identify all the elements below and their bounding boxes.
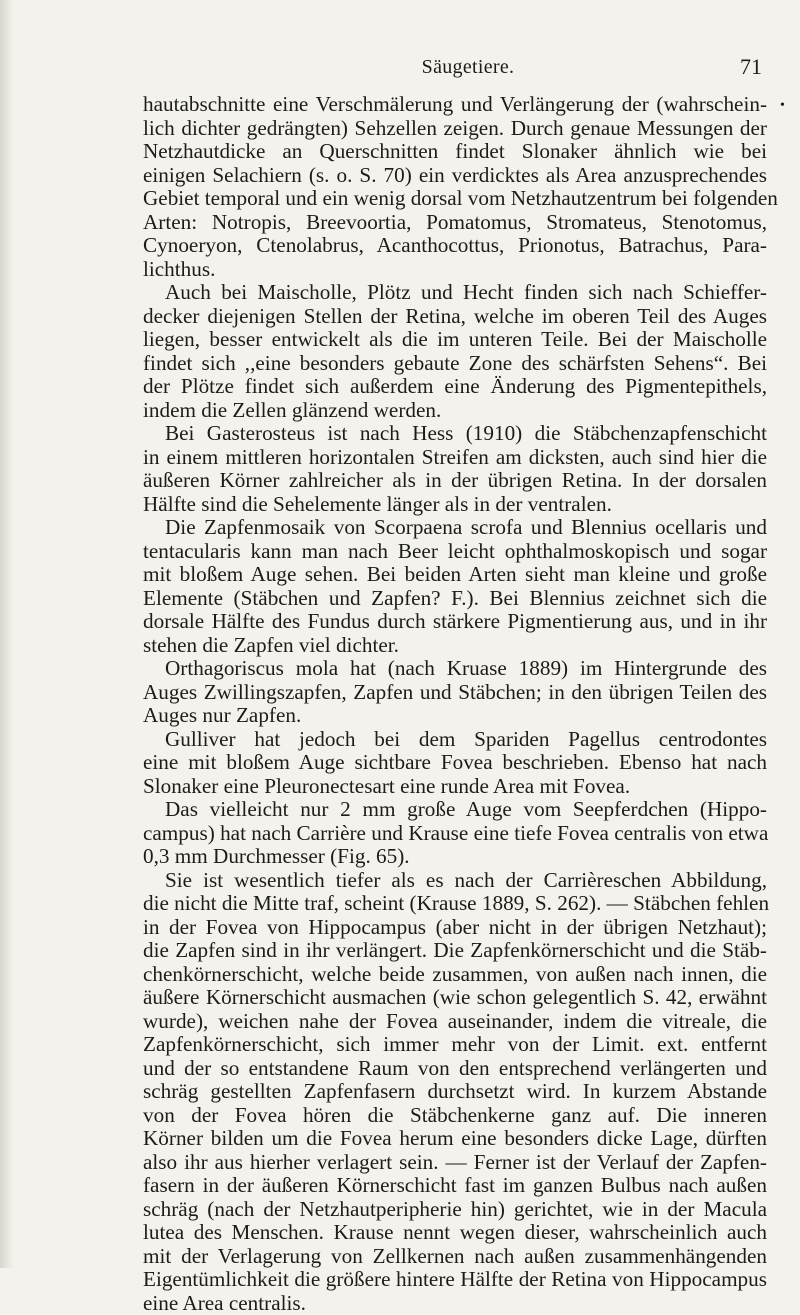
text-line: Die Zapfenmosaik von Scorpaena scrofa und Blennius ocellaris und — [143, 516, 767, 540]
page-edge-shadow — [0, 0, 14, 1268]
text-line: und der so entstandene Raum von den entsprechend verlängerten und — [143, 1057, 767, 1081]
text-line: Slonaker eine Pleuronectesart eine runde Area mit Fovea. — [143, 775, 767, 799]
text-line: Gebiet temporal und ein wenig dorsal vom Netzhautzentrum bei folgenden — [143, 187, 767, 211]
text-line: Bei Gasterosteus ist nach Hess (1910) die Stäbchenzapfenschicht — [143, 422, 767, 446]
text-line: tentacularis kann man nach Beer leicht ophthalmoskopisch und sogar — [143, 540, 767, 564]
page-header — [148, 56, 788, 78]
text-line: Arten: Notropis, Breevoortia, Pomatomus, Stromateus, Stenotomus, — [143, 211, 767, 235]
text-line: fasern in der äußeren Körnerschicht fast im ganzen Bulbus nach außen — [143, 1174, 767, 1198]
text-line: also ihr aus hierher verlagert sein. — Ferner ist der Verlauf der Zapfen- — [143, 1151, 767, 1175]
text-line: liegen, besser entwickelt als die im unteren Teile. Bei der Maischolle — [143, 328, 767, 352]
text-line: stehen die Zapfen viel dichter. — [143, 634, 767, 658]
text-line: Netzhautdicke an Querschnitten findet Slonaker ähnlich wie bei — [143, 140, 767, 164]
text-line: schräg (nach der Netzhautperipherie hin) gerichtet, wie in der Macula — [143, 1198, 767, 1222]
page-number: 71 — [740, 54, 762, 80]
text-line: lich dichter gedrängten) Sehzellen zeigen. Durch genaue Messungen der — [143, 117, 767, 141]
text-line: von der Fovea hören die Stäbchenkerne ganz auf. Die inneren — [143, 1104, 767, 1128]
margin-mark: • — [780, 98, 785, 114]
text-line: eine mit bloßem Auge sichtbare Fovea beschrieben. Ebenso hat nach — [143, 751, 767, 775]
text-line: äußere Körnerschicht ausmachen (wie schon gelegentlich S. 42, erwähnt — [143, 986, 767, 1010]
text-line: decker diejenigen Stellen der Retina, welche im oberen Teil des Auges — [143, 305, 767, 329]
running-head: Säugetiere. — [148, 56, 788, 79]
text-line: wurde), weichen nahe der Fovea auseinander, indem die vitreale, die — [143, 1010, 767, 1034]
text-line: 0,3 mm Durchmesser (Fig. 65). — [143, 845, 767, 869]
text-line: Orthagoriscus mola hat (nach Kruase 1889) im Hintergrunde des — [143, 657, 767, 681]
text-line: mit der Verlagerung von Zellkernen nach außen zusammenhängenden — [143, 1245, 767, 1269]
text-line: lichthus. — [143, 258, 767, 282]
text-line: mit bloßem Auge sehen. Bei beiden Arten sieht man kleine und große — [143, 563, 767, 587]
text-line: dorsale Hälfte des Fundus durch stärkere Pigmentierung aus, und in ihr — [143, 610, 767, 634]
text-line: Elemente (Stäbchen und Zapfen? F.). Bei Blennius zeichnet sich die — [143, 587, 767, 611]
text-line: Zapfenkörnerschicht, sich immer mehr von der Limit. ext. entfernt — [143, 1033, 767, 1057]
text-line: Cynoeryon, Ctenolabrus, Acanthocottus, Prionotus, Batrachus, Para- — [143, 234, 767, 258]
text-line: indem die Zellen glänzend werden. — [143, 399, 767, 423]
text-line: Das vielleicht nur 2 mm große Auge vom Seepferdchen (Hippo- — [143, 798, 767, 822]
text-line: Auges nur Zapfen. — [143, 704, 767, 728]
text-line: chenkörnerschicht, welche beide zusammen, von außen nach innen, die — [143, 963, 767, 987]
text-line: Gulliver hat jedoch bei dem Spariden Pagellus centrodontes — [143, 728, 767, 752]
text-line: Sie ist wesentlich tiefer als es nach der Carrièreschen Abbildung, — [143, 869, 767, 893]
text-line: findet sich ,,eine besonders gebaute Zone des schärfsten Sehens“. Bei — [143, 352, 767, 376]
text-line: lutea des Menschen. Krause nennt wegen dieser, wahrscheinlich auch — [143, 1221, 767, 1245]
text-line: die nicht die Mitte traf, scheint (Krause 1889, S. 262). — Stäbchen fehlen — [143, 892, 767, 916]
text-line: der Plötze findet sich außerdem eine Änderung des Pigmentepithels, — [143, 375, 767, 399]
text-line: einigen Selachiern (s. o. S. 70) ein verdicktes als Area anzusprechendes — [143, 164, 767, 188]
text-line: in der Fovea von Hippocampus (aber nicht in der übrigen Netzhaut); — [143, 916, 767, 940]
text-line: hautabschnitte eine Verschmälerung und Verlängerung der (wahrschein- — [143, 93, 767, 117]
text-line: schräg gestellten Zapfenfasern durchsetzt wird. In kurzem Abstande — [143, 1080, 767, 1104]
text-line: Auch bei Maischolle, Plötz und Hecht finden sich nach Schieffer- — [143, 281, 767, 305]
text-line: in einem mittleren horizontalen Streifen am dicksten, auch sind hier die — [143, 446, 767, 470]
text-line: campus) hat nach Carrière und Krause eine tiefe Fovea centralis von etwa — [143, 822, 767, 846]
text-line: Hälfte sind die Sehelemente länger als in der ventralen. — [143, 493, 767, 517]
text-line: eine Area centralis. — [143, 1292, 767, 1315]
text-line: Auges Zwillingszapfen, Zapfen und Stäbchen; in den übrigen Teilen des — [143, 681, 767, 705]
body-text — [143, 93, 767, 1315]
text-line: äußeren Körner zahlreicher als in der übrigen Retina. In der dorsalen — [143, 469, 767, 493]
text-line: die Zapfen sind in ihr verlängert. Die Zapfenkörnerschicht und die Stäb- — [143, 939, 767, 963]
text-line: Eigentümlichkeit die größere hintere Hälfte der Retina von Hippocampus — [143, 1268, 767, 1292]
text-line: Körner bilden um die Fovea herum eine besonders dicke Lage, dürften — [143, 1127, 767, 1151]
